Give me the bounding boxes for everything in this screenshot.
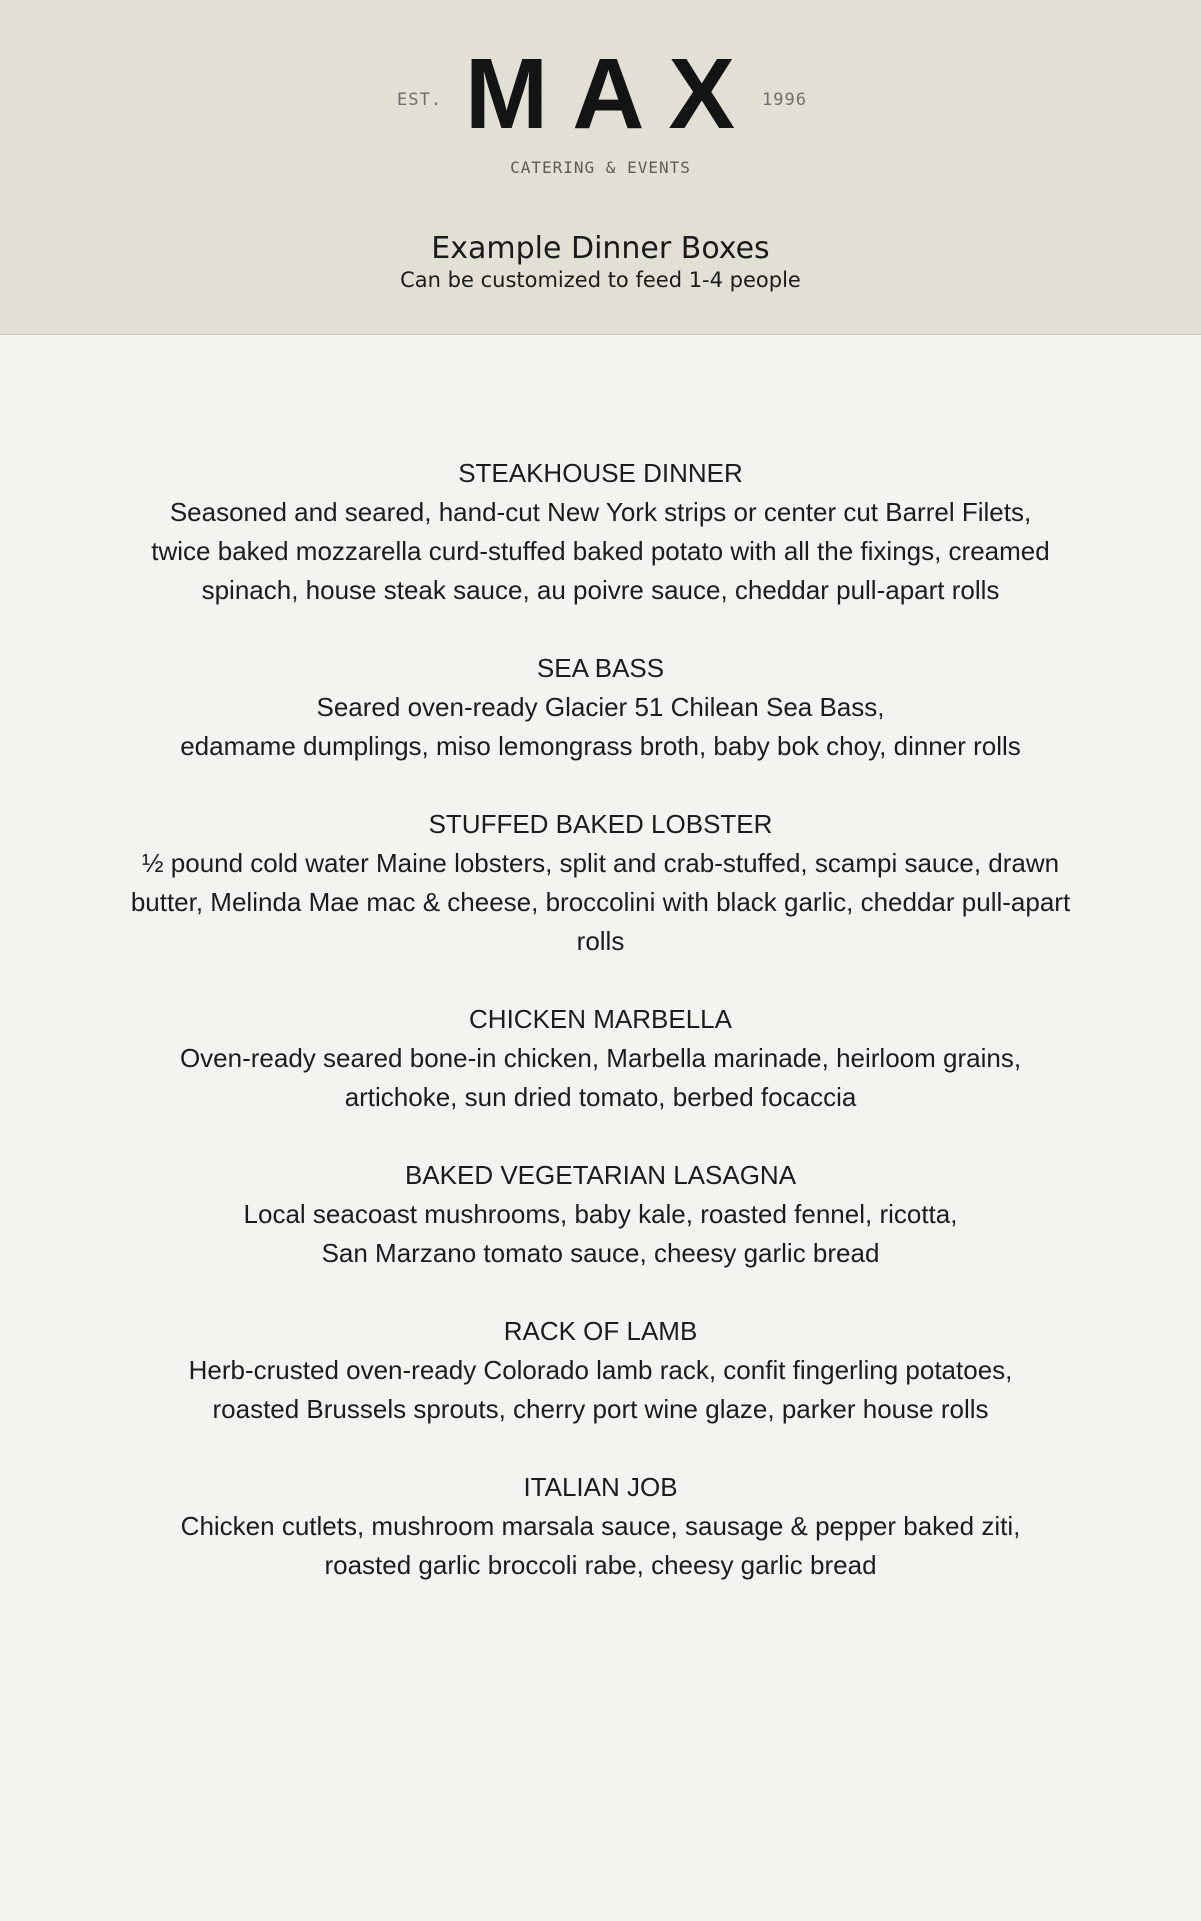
menu-item-description	[100, 493, 1101, 610]
max-logo	[0, 38, 1201, 188]
menu-item-description-line: rolls	[576, 926, 625, 956]
menu-item-description-line: Herb-crusted oven-ready Colorado lamb rack, confit fingerling potatoes,	[188, 1355, 1013, 1385]
menu-item-description-line: roasted Brussels sprouts, cherry port wine glaze, parker house rolls	[212, 1394, 989, 1424]
menu-list	[100, 454, 1101, 1624]
menu-item-description	[100, 1195, 1101, 1273]
menu-item-description-line: Seared oven-ready Glacier 51 Chilean Sea Bass,	[316, 692, 885, 722]
menu-item-description-line: San Marzano tomato sauce, cheesy garlic bread	[321, 1238, 880, 1268]
menu-item-description	[100, 1351, 1101, 1429]
menu-item-name: STEAKHOUSE DINNER	[458, 458, 743, 488]
menu-item-description-line: roasted garlic broccoli rabe, cheesy garlic bread	[324, 1550, 877, 1580]
menu-item	[100, 454, 1101, 610]
menu-item-description-line: Seasoned and seared, hand-cut New York strips or center cut Barrel Filets,	[169, 497, 1032, 527]
logo-year-label: 1996	[762, 90, 807, 110]
page-title: Example Dinner Boxes	[431, 231, 770, 266]
menu-item-name: SEA BASS	[536, 653, 665, 683]
logo-tagline: CATERING & EVENTS	[510, 158, 691, 177]
menu-item-description-line: ½ pound cold water Maine lobsters, split and crab-stuffed, scampi sauce, drawn	[141, 848, 1060, 878]
menu-item	[100, 1156, 1101, 1273]
page-header	[0, 0, 1201, 335]
menu-item-description-line: Oven-ready seared bone-in chicken, Marbella marinade, heirloom grains,	[179, 1043, 1022, 1073]
logo-est-label: EST.	[397, 90, 442, 110]
menu-item-name: STUFFED BAKED LOBSTER	[428, 809, 773, 839]
menu-item-description-line: Chicken cutlets, mushroom marsala sauce, sausage & pepper baked ziti,	[180, 1511, 1021, 1541]
menu-item-description-line: edamame dumplings, miso lemongrass broth, baby bok choy, dinner rolls	[180, 731, 1021, 761]
menu-item-description	[100, 688, 1101, 766]
menu-item	[100, 805, 1101, 961]
menu-item-name: ITALIAN JOB	[523, 1472, 678, 1502]
page-subtitle: Can be customized to feed 1-4 people	[400, 268, 801, 292]
menu-item-description-line: butter, Melinda Mae mac & cheese, broccolini with black garlic, cheddar pull-apart	[130, 887, 1071, 917]
menu-item-description-line: artichoke, sun dried tomato, berbed focaccia	[344, 1082, 857, 1112]
menu-item-description-line: Local seacoast mushrooms, baby kale, roasted fennel, ricotta,	[243, 1199, 958, 1229]
menu-item-description	[100, 844, 1101, 961]
menu-item-description-line: spinach, house steak sauce, au poivre sauce, cheddar pull-apart rolls	[201, 575, 1000, 605]
menu-item-name: CHICKEN MARBELLA	[469, 1004, 732, 1034]
menu-item-description	[100, 1039, 1101, 1117]
menu-item-name: RACK OF LAMB	[503, 1316, 698, 1346]
menu-item-name: BAKED VEGETARIAN LASAGNA	[404, 1160, 797, 1190]
menu-item-description-line: twice baked mozzarella curd-stuffed baked potato with all the fixings, creamed	[151, 536, 1050, 566]
menu-item	[100, 1000, 1101, 1117]
menu-item	[100, 1312, 1101, 1429]
logo-wordmark: MAX	[464, 38, 760, 150]
menu-item-description	[100, 1507, 1101, 1585]
menu-item	[100, 649, 1101, 766]
menu-item	[100, 1468, 1101, 1585]
